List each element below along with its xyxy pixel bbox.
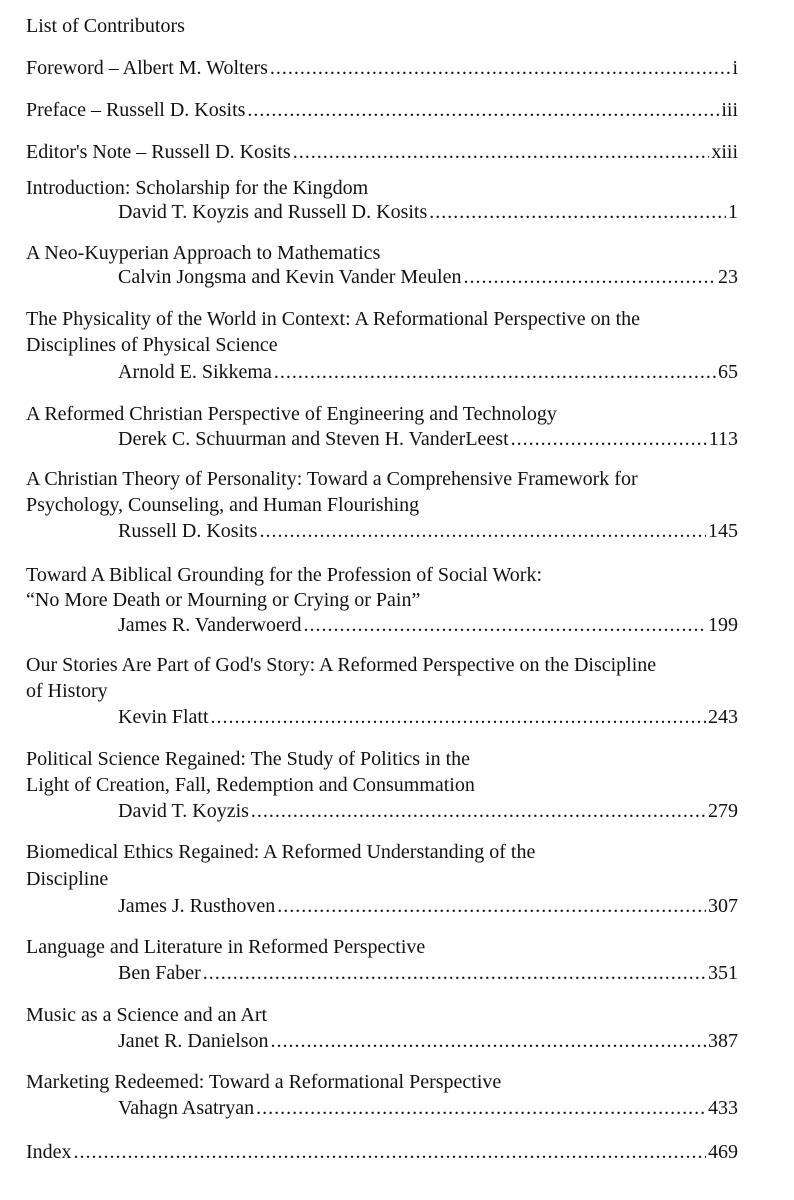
page-number: 199 — [708, 614, 738, 636]
chapter-title: Language and Literature in Reformed Perspective — [26, 936, 426, 958]
chapter-title-continued: Psychology, Counseling, and Human Flourishing — [26, 494, 420, 516]
toc-header: List of Contributors — [26, 15, 185, 37]
page-number: 387 — [708, 1030, 738, 1052]
dot-leader — [211, 705, 706, 729]
chapter-title-continued: Disciplines of Physical Science — [26, 334, 278, 356]
toc-entry-personality — [118, 519, 738, 543]
dot-leader — [429, 200, 726, 224]
toc-entry-introduction — [118, 200, 738, 224]
chapter-author: David T. Koyzis — [118, 800, 249, 822]
entry-title: Editor's Note – Russell D. Kosits — [26, 141, 291, 163]
page-number: 469 — [708, 1141, 738, 1163]
chapter-title-continued: of History — [26, 680, 108, 702]
toc-entry-index — [26, 1140, 738, 1164]
toc-entry-physical-science — [118, 360, 738, 384]
page-number: 433 — [708, 1097, 738, 1119]
chapter-author: Arnold E. Sikkema — [118, 361, 272, 383]
entry-title: Preface – Russell D. Kosits — [26, 99, 246, 121]
page-number: 113 — [708, 428, 738, 450]
chapter-author: Vahagn Asatryan — [118, 1097, 255, 1119]
toc-entry-social-work — [118, 613, 738, 637]
toc-entry-language-literature — [118, 961, 738, 985]
chapter-author: Calvin Jongsma and Kevin Vander Meulen — [118, 266, 462, 288]
page-number: 243 — [708, 706, 738, 728]
chapter-title: The Physicality of the World in Context: A Reformational Perspective on the — [26, 308, 641, 330]
entry-title: Index — [26, 1141, 72, 1163]
chapter-title-continued: Discipline — [26, 868, 109, 890]
page-number: 145 — [708, 520, 738, 542]
entry-title: Foreword – Albert M. Wolters — [26, 57, 268, 79]
toc-entry-marketing — [118, 1096, 738, 1120]
chapter-title: Toward A Biblical Grounding for the Profession of Social Work: — [26, 564, 542, 586]
chapter-author: Kevin Flatt — [118, 706, 209, 728]
dot-leader — [277, 894, 706, 918]
page-number: 1 — [728, 201, 738, 223]
toc-entry-preface — [26, 98, 738, 122]
dot-leader — [293, 140, 710, 164]
chapter-title: A Christian Theory of Personality: Toward a Comprehensive Framework for — [26, 468, 638, 490]
dot-leader — [251, 799, 706, 823]
dot-leader — [256, 1096, 706, 1120]
dot-leader — [303, 613, 706, 637]
page-number: xiii — [711, 141, 738, 163]
chapter-author: Ben Faber — [118, 962, 201, 984]
page-number: i — [732, 57, 738, 79]
page-number: 279 — [708, 800, 738, 822]
chapter-title: Biomedical Ethics Regained: A Reformed Understanding of the — [26, 841, 536, 863]
dot-leader — [511, 427, 707, 451]
chapter-title: Political Science Regained: The Study of Politics in the — [26, 748, 471, 770]
chapter-title: Marketing Redeemed: Toward a Reformational Perspective — [26, 1071, 502, 1093]
chapter-author: David T. Koyzis and Russell D. Kosits — [118, 201, 428, 223]
chapter-title: A Reformed Christian Perspective of Engineering and Technology — [26, 403, 557, 425]
toc-entry-engineering — [118, 427, 738, 451]
chapter-title-continued: “No More Death or Mourning or Crying or Pain” — [26, 589, 421, 611]
page-number: 307 — [708, 895, 738, 917]
chapter-author: Janet R. Danielson — [118, 1030, 269, 1052]
chapter-title: A Neo-Kuyperian Approach to Mathematics — [26, 242, 381, 264]
page-number: 65 — [718, 361, 738, 383]
toc-entry-mathematics — [118, 265, 738, 289]
chapter-author: Russell D. Kosits — [118, 520, 258, 542]
toc-entry-editors-note — [26, 140, 738, 164]
dot-leader — [274, 360, 716, 384]
chapter-author: Derek C. Schuurman and Steven H. VanderLeest — [118, 428, 509, 450]
dot-leader — [259, 519, 706, 543]
chapter-author: James R. Vanderwoerd — [118, 614, 302, 636]
page-number: iii — [721, 99, 738, 121]
toc-entry-foreword — [26, 56, 738, 80]
toc-entry-political-science — [118, 799, 738, 823]
chapter-title: Our Stories Are Part of God's Story: A Reformed Perspective on the Discipline — [26, 654, 657, 676]
page-number: 23 — [718, 266, 738, 288]
dot-leader — [247, 98, 719, 122]
chapter-author: James J. Rusthoven — [118, 895, 276, 917]
dot-leader — [271, 1029, 706, 1053]
toc-entry-history — [118, 705, 738, 729]
chapter-title: Music as a Science and an Art — [26, 1004, 268, 1026]
dot-leader — [203, 961, 706, 985]
chapter-title-continued: Light of Creation, Fall, Redemption and Consummation — [26, 774, 475, 796]
dot-leader — [270, 56, 731, 80]
page-number: 351 — [708, 962, 738, 984]
dot-leader — [463, 265, 716, 289]
dot-leader — [74, 1140, 706, 1164]
chapter-title: Introduction: Scholarship for the Kingdom — [26, 177, 369, 199]
toc-entry-music — [118, 1029, 738, 1053]
toc-entry-biomedical-ethics — [118, 894, 738, 918]
